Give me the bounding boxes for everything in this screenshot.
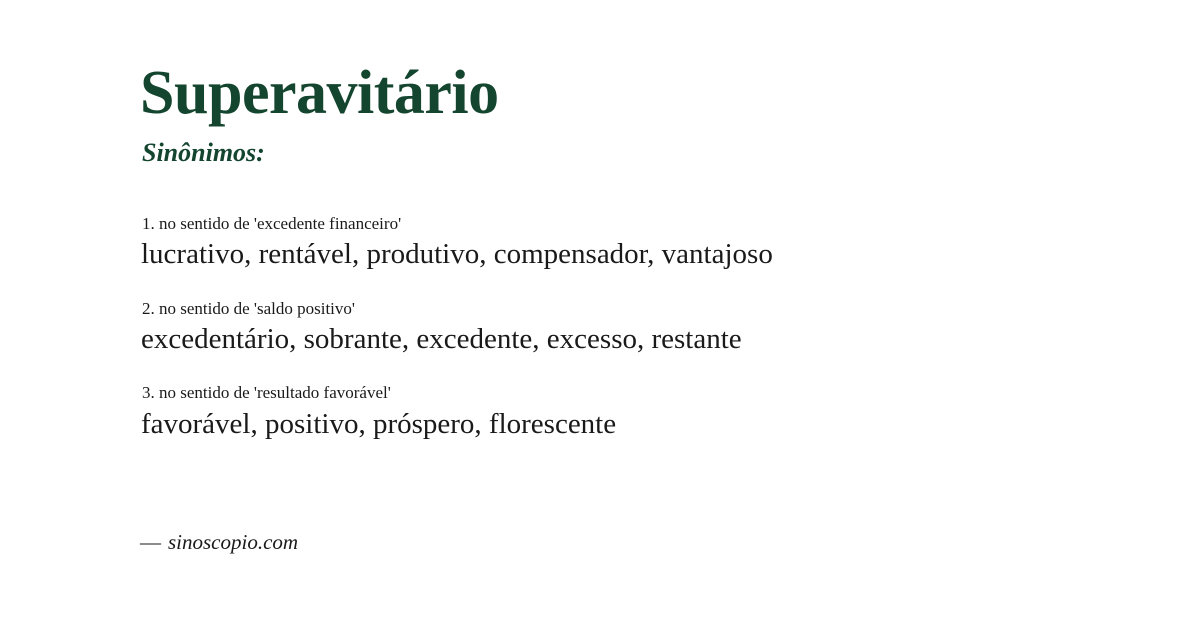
sense-synonyms: excedentário, sobrante, excedente, excesso, restante <box>141 323 742 356</box>
sense-gloss: 1. no sentido de 'excedente financeiro' <box>142 214 402 233</box>
sense-synonyms: favorável, positivo, próspero, florescente <box>141 407 617 440</box>
sense-gloss: 2. no sentido de 'saldo positivo' <box>142 298 355 318</box>
page-title: Superavitário <box>140 59 499 127</box>
list-item <box>140 383 1060 442</box>
source-name: sinoscopio.com <box>168 530 299 554</box>
list-item <box>140 299 1060 358</box>
synonym-sense-list <box>140 214 1060 442</box>
em-dash: — <box>140 530 161 554</box>
sense-gloss: 3. no sentido de 'resultado favorável' <box>142 383 391 403</box>
sense-synonyms: lucrativo, rentável, produtivo, compensador, vantajoso <box>141 238 773 271</box>
source-attribution <box>140 532 298 553</box>
list-item <box>140 214 1060 273</box>
section-subtitle: Sinônimos: <box>142 138 265 167</box>
